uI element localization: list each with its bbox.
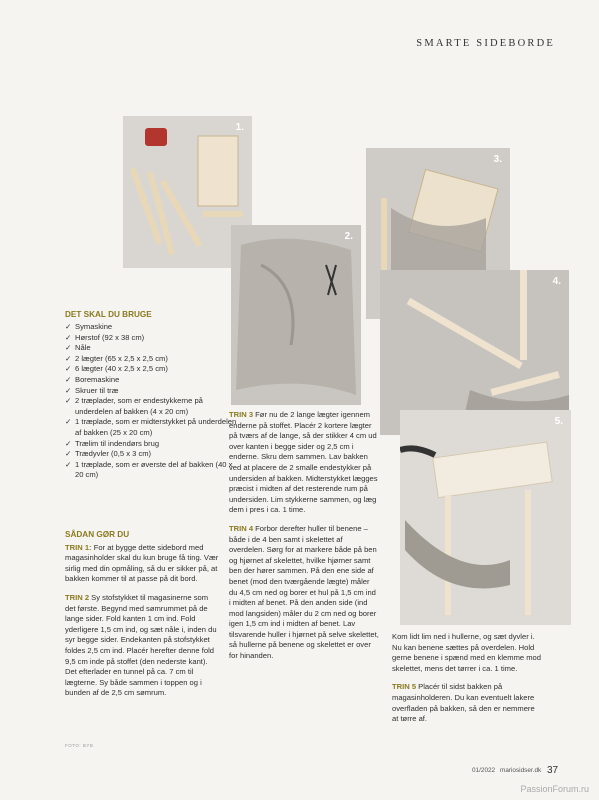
- materials-title: DET SKAL DU BRUGE: [65, 310, 152, 319]
- step-label: TRIN 4: [229, 523, 254, 533]
- step-3: [229, 410, 379, 516]
- step-text: Før nu de 2 lange lægter igennem enderne på stoffet. Placér 2 kortere lægter på tværs af de lange, så der stikker 4 cm ud over kanten i begge sider og 2,5 cm i enderne. Skru dem sammen. Lav bakken ved at placere de 2 smalle endestykker på undersiden af bakken. Midterstykket lægges præcist i midten af det resterende rum på undersiden. Lim stykkerne sammen, og læg dem i pres i ca. 1 time.: [229, 410, 378, 515]
- step-text: Placér til sidst bakken på magasinholderen. Du kan eventuelt lakere overfladen på bakken, så den er nemmere at tørre af.: [392, 682, 535, 724]
- photo-number: 3.: [493, 154, 502, 165]
- photo-step-5: [400, 410, 571, 625]
- howto-column-3: [392, 632, 542, 725]
- step-text: For at bygge dette sidebord med magasinholder skal du kun bruge få ting. Vær sirlig med din opmåling, så du er sikker på, at bakken kommer til at passe på dit bord.: [65, 542, 219, 584]
- step-label: TRIN 1:: [65, 542, 92, 552]
- page-number: 37: [547, 765, 559, 776]
- step-label: TRIN 5: [392, 682, 417, 692]
- step-2: [65, 593, 220, 699]
- list-item: ✓ 1 træplade, som er midterstykket på underdelen af bakken (25 x 20 cm): [65, 417, 240, 438]
- step-1: [65, 543, 220, 585]
- photo-step-2: [231, 225, 361, 405]
- list-item: ✓ 2 lægter (65 x 2,5 x 2,5 cm): [65, 354, 240, 365]
- section-title: SMARTE SIDEBORDE: [416, 38, 555, 49]
- step-4: [229, 524, 379, 662]
- photo-number: 5.: [554, 416, 563, 427]
- howto-column-2: [229, 410, 379, 662]
- list-item: ✓ Nåle: [65, 343, 240, 354]
- photo-number: 4.: [552, 276, 561, 287]
- step-4-continued: Kom lidt lim ned i hullerne, og sæt dyvler i. Nu kan benene sættes på overdelen. Hold gerne benene i spænd med en klemme mod skelettet, mens det tørrer i ca. 1 time.: [392, 632, 542, 673]
- step-label: TRIN 2: [65, 592, 90, 602]
- photo-number: 2.: [344, 231, 353, 242]
- step-5: [392, 682, 542, 724]
- list-item: ✓ Boremaskine: [65, 375, 240, 386]
- watermark: PassionForum.ru: [520, 784, 589, 794]
- howto-title: SÅDAN GØR DU: [65, 530, 130, 539]
- step-text: Sy stofstykket til magasinerne som det første. Begynd med sømrummet på de lange sider. Fold kanten 1 cm ind. Fold yderligere 1,5 cm ind, og sæt nåle i, inden du syr begge sider. Endekanten på stofstykket foldes 2,5 cm ind. Placér herefter denne fold 9,5 cm inde på stoffet (den nederste kant). Det efterlader en tunnel på ca. 7 cm til lægterne. Sy både sammen i toppen og i bunden af de 2,5 cm sømrum.: [65, 592, 217, 698]
- list-item: ✓ 1 træplade, som er øverste del af bakken (40 x 20 cm): [65, 460, 240, 481]
- site-label: mariosidser.dk: [500, 767, 542, 774]
- photo-credit: FOTO: BYB: [65, 743, 94, 748]
- step-text: Forbor derefter huller til benene – både i de 4 ben samt i skelettet af overdelen. Sørg for at markere både på ben og hjørnet af skelettet, hvilke hjørner samt ben der hører sammen. På den ene side af benet (mod den tværgående lægte) måler du 4,5 cm ned og borer et hul på 1,5 cm ind i midten af benet. På den anden side (ind mod langsiden) måler du 2 cm ned og borer igen 1,5 cm ind i midten af benet. Lav tilsvarende huller i hjørnet på selve skelettet, så hullerne på benene og skelettet er over for hinanden.: [229, 523, 379, 661]
- materials-list: [65, 322, 240, 481]
- howto-column-1: [65, 530, 220, 699]
- list-item: ✓ 6 lægter (40 x 2,5 x 2,5 cm): [65, 364, 240, 375]
- issue-label: 01/2022: [472, 767, 496, 774]
- fabric-and-scissors-illustration: [231, 225, 361, 405]
- step-label: TRIN 3: [229, 410, 254, 419]
- list-item: ✓ Symaskine: [65, 322, 240, 333]
- photo-number: 1.: [235, 122, 244, 133]
- list-item: ✓ Skruer til træ: [65, 386, 240, 397]
- finished-side-table-illustration: [400, 410, 571, 625]
- list-item: ✓ Trædyvler (0,5 x 3 cm): [65, 449, 240, 460]
- materials-box: [65, 310, 240, 481]
- list-item: ✓ Trælim til indendørs brug: [65, 439, 240, 450]
- list-item: ✓ 2 træplader, som er endestykkerne på underdelen af bakken (4 x 20 cm): [65, 396, 240, 417]
- list-item: ✓ Hørstof (92 x 38 cm): [65, 333, 240, 344]
